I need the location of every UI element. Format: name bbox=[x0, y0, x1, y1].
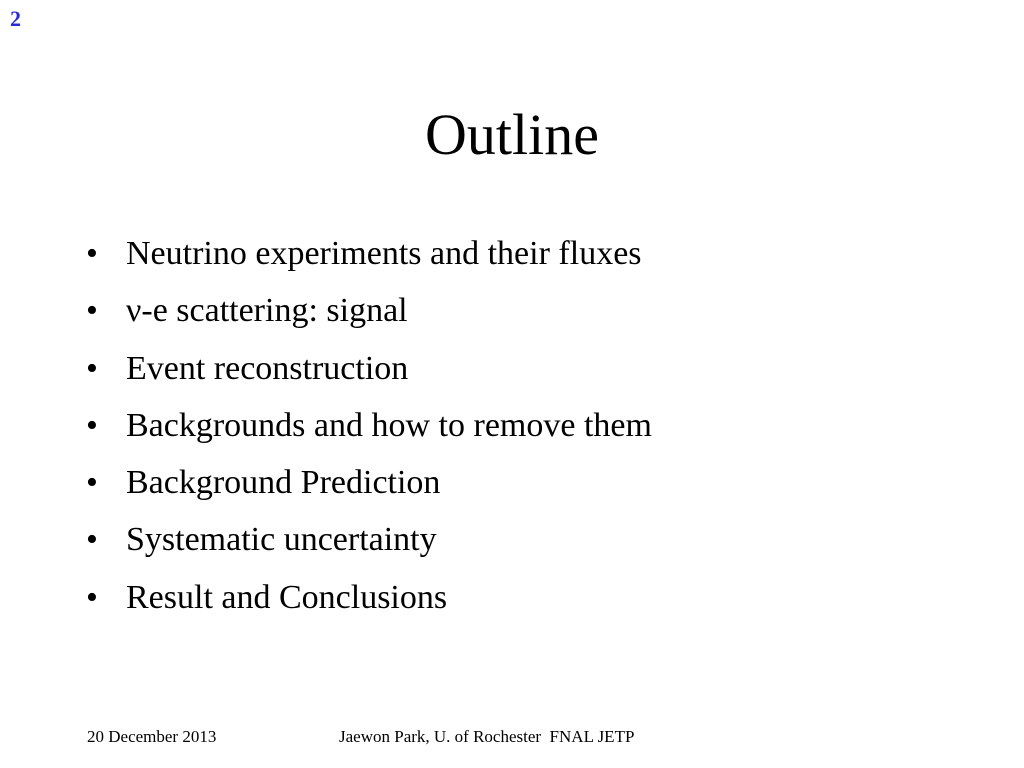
bullet-icon: • bbox=[86, 292, 98, 330]
bullet-icon: • bbox=[86, 464, 98, 502]
outline-item-text: Neutrino experiments and their fluxes bbox=[126, 235, 642, 272]
bullet-icon: • bbox=[86, 349, 98, 387]
outline-list bbox=[86, 228, 652, 629]
outline-item-text: Backgrounds and how to remove them bbox=[126, 406, 652, 444]
outline-item-text: Background Prediction bbox=[126, 464, 441, 502]
outline-item bbox=[86, 228, 652, 285]
outline-item-text: ν-e scattering: signal bbox=[126, 292, 408, 330]
footer-author: Jaewon Park, U. of Rochester FNAL JETP bbox=[339, 727, 635, 746]
outline-item bbox=[86, 343, 652, 400]
outline-item-text: Systematic uncertainty bbox=[126, 521, 437, 559]
slide-number: 2 bbox=[10, 6, 21, 31]
outline-item-text: Event reconstruction bbox=[126, 349, 409, 387]
outline-item bbox=[86, 457, 652, 514]
outline-item bbox=[86, 400, 652, 457]
bullet-icon: • bbox=[86, 406, 98, 444]
outline-item bbox=[86, 572, 652, 629]
bullet-icon: • bbox=[86, 578, 98, 616]
slide-title: Outline bbox=[425, 102, 599, 167]
outline-item bbox=[86, 285, 652, 342]
footer-date: 20 December 2013 bbox=[87, 727, 217, 746]
outline-item-text: Result and Conclusions bbox=[126, 578, 448, 616]
outline-item bbox=[86, 514, 652, 571]
bullet-icon: • bbox=[86, 235, 98, 272]
bullet-icon: • bbox=[86, 521, 98, 559]
